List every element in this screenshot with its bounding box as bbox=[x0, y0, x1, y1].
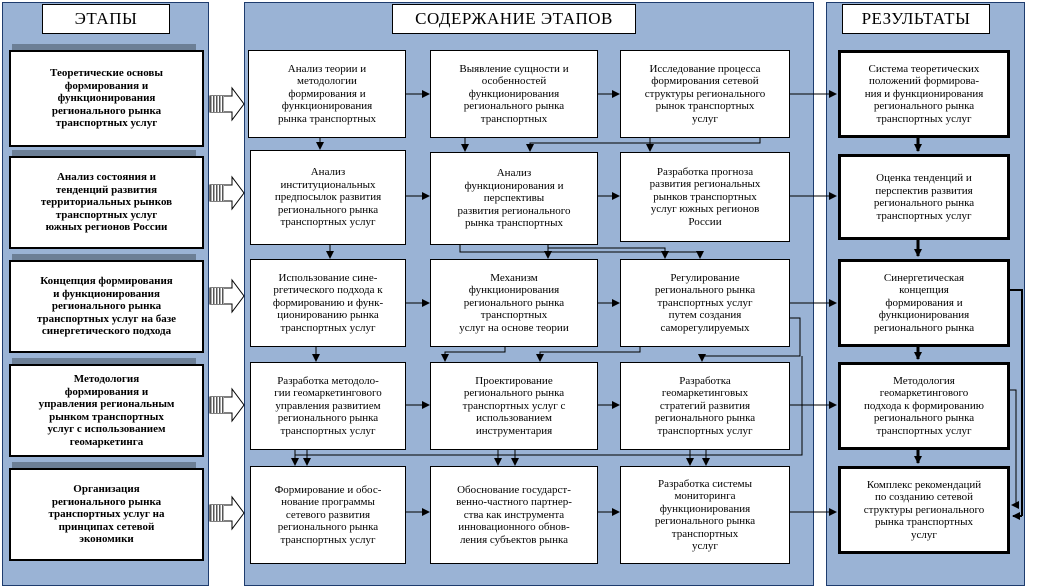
stage-analysis: Анализ состояния и тенденций развития территориальных рынков транспортных услуг южных регионов России bbox=[9, 156, 204, 249]
stage-arrow bbox=[210, 280, 244, 312]
result-synergy-concept: Синергетическая концепция формирования и функционирования регионального рынка bbox=[838, 259, 1010, 347]
stages-header: ЭТАПЫ bbox=[42, 4, 170, 34]
content-box-1-2: Выявление сущности и особенностей функционирования регионального рынка транспортных bbox=[430, 50, 598, 138]
content-box-2-3: Разработка прогноза развития региональных рынков транспортных услуг южных регионов России bbox=[620, 152, 790, 242]
stage-organization: Организация регионального рынка транспортных услуг на принципах сетевой экономики bbox=[9, 468, 204, 561]
stage-theory: Теоретические основы формирования и функционирования регионального рынка транспортных услуг bbox=[9, 50, 204, 147]
result-trend-assessment: Оценка тенденций и перспектив развития регионального рынка транспортных услуг bbox=[838, 154, 1010, 240]
content-box-3-1: Использование сине- ргетического подхода к формированию и функ- ционированию рынка транспортных услуг bbox=[250, 259, 406, 347]
content-box-2-2: Анализ функционирования и перспективы развития регионального рынка транспортных bbox=[430, 152, 598, 245]
content-box-5-2: Обоснование государст- венно-частного партнер- ства как инструмента инновационного обнов- ления субъектов рынка bbox=[430, 466, 598, 564]
stage-arrow bbox=[210, 497, 244, 529]
stage-concept: Концепция формирования и функционирования регионального рынка транспортных услуг на базе синергетического подхода bbox=[9, 260, 204, 353]
content-box-1-1: Анализ теории и методологии формирования и функционирования рынка транспортных bbox=[248, 50, 406, 138]
content-box-4-3: Разработка геомаркетинговых стратегий развития регионального рынка транспортных услуг bbox=[620, 362, 790, 450]
content-box-5-1: Формирование и обос- нование программы сетевого развития регионального рынка транспортных услуг bbox=[250, 466, 406, 564]
content-box-3-2: Механизм функционирования регионального рынка транспортных услуг на основе теории bbox=[430, 259, 598, 347]
result-geomarketing-method: Методология геомаркетингового подхода к формированию регионального рынка транспортных услуг bbox=[838, 362, 1010, 450]
result-recommendations: Комплекс рекомендаций по созданию сетевой структуры регионального рынка транспортных услуг bbox=[838, 466, 1010, 554]
content-box-3-3: Регулирование регионального рынка транспортных услуг путем создания саморегулируемых bbox=[620, 259, 790, 347]
stage-arrow bbox=[210, 88, 244, 120]
content-box-5-3: Разработка системы мониторинга функционирования регионального рынка транспортных услуг bbox=[620, 466, 790, 564]
stage-arrow bbox=[210, 177, 244, 209]
result-theory-system: Система теоретических положений формирова- ния и функционирования регионального рынка транспортных услуг bbox=[838, 50, 1010, 138]
content-box-1-3: Исследование процесса формирования сетевой структуры регионального рынок транспортных услуг bbox=[620, 50, 790, 138]
content-box-4-1: Разработка методоло- гии геомаркетингового управления развитием регионального рынка транспортных услуг bbox=[250, 362, 406, 450]
content-box-4-2: Проектирование регионального рынка транспортных услуг с использованием инструментария bbox=[430, 362, 598, 450]
results-header: РЕЗУЛЬТАТЫ bbox=[842, 4, 990, 34]
content-box-2-1: Анализ институциональных предпосылок развития регионального рынка транспортных услуг bbox=[250, 150, 406, 245]
content-header: СОДЕРЖАНИЕ ЭТАПОВ bbox=[392, 4, 636, 34]
stage-methodology: Методология формирования и управления региональным рынком транспортных услуг с использованием геомаркетинга bbox=[9, 364, 204, 457]
stage-arrow bbox=[210, 389, 244, 421]
